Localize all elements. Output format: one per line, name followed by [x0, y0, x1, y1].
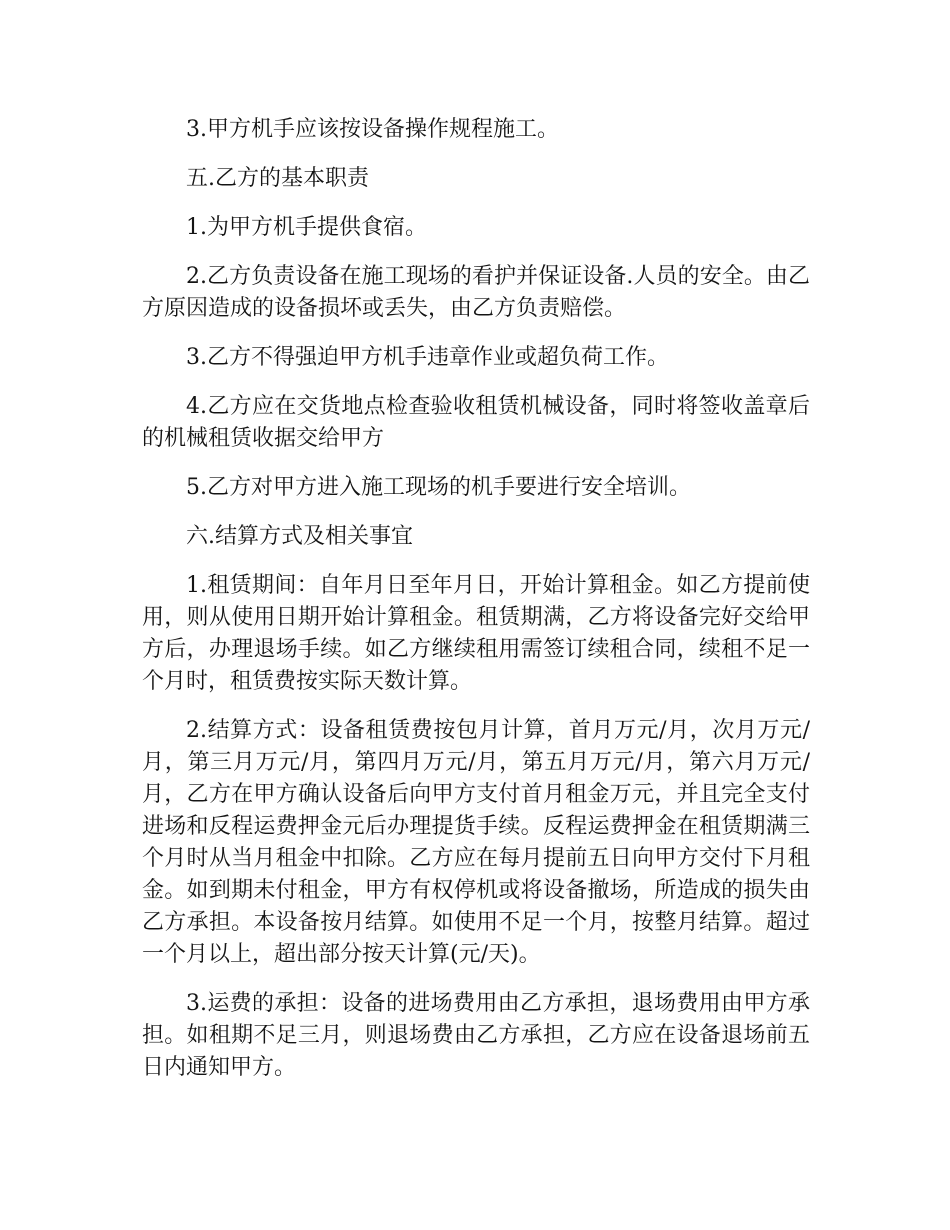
paragraph-settlement-method: 2.结算方式：设备租赁费按包月计算，首月万元/月，次月万元/月，第三月万元/月，第四月万元/月，第五月万元/月，第六月万元/月，乙方在甲方确认设备后向甲方支付首月租金万元，并且完全支付进场和反程运费押金元后办理提货手续。反程运费押金在租赁期满三个月时从当月租金中扣除。乙方应在每月提前五日向甲方交付下月租金。如到期未付租金，甲方有权停机或将设备撤场，所造成的损失由乙方承担。本设备按月结算。如使用不足一个月，按整月结算。超过一个月以上，超出部分按天计算(元/天)。	[142, 718, 810, 967]
section-heading-settlement: 六.结算方式及相关事宜	[186, 524, 413, 549]
paragraph-operator-rules: 3.甲方机手应该按设备操作规程施工。	[186, 117, 559, 142]
section-heading-party-b-duties: 五.乙方的基本职责	[186, 166, 369, 191]
document-body	[142, 114, 810, 1101]
paragraph-delivery-inspection: 4.乙方应在交货地点检查验收租赁机械设备，同时将签收盖章后的机械租赁收据交给甲方	[142, 394, 810, 451]
paragraph-no-forced-overload: 3.乙方不得强迫甲方机手违章作业或超负荷工作。	[186, 345, 669, 370]
paragraph-equipment-safety: 2.乙方负责设备在施工现场的看护并保证设备.人员的安全。由乙方原因造成的设备损坏或丢失，由乙方负责赔偿。	[142, 264, 810, 321]
paragraph-freight-costs: 3.运费的承担：设备的进场费用由乙方承担，退场费用由甲方承担。如租期不足三月，则退场费由乙方承担，乙方应在设备退场前五日内通知甲方。	[142, 991, 810, 1080]
paragraph-lease-period: 1.租赁期间：自年月日至年月日，开始计算租金。如乙方提前使用，则从使用日期开始计算租金。租赁期满，乙方将设备完好交给甲方后，办理退场手续。如乙方继续租用需签订续租合同，续租不足一个月时，租赁费按实际天数计算。	[142, 573, 810, 694]
paragraph-safety-training: 5.乙方对甲方进入施工现场的机手要进行安全培训。	[186, 475, 691, 500]
paragraph-board-lodging: 1.为甲方机手提供食宿。	[186, 215, 427, 240]
